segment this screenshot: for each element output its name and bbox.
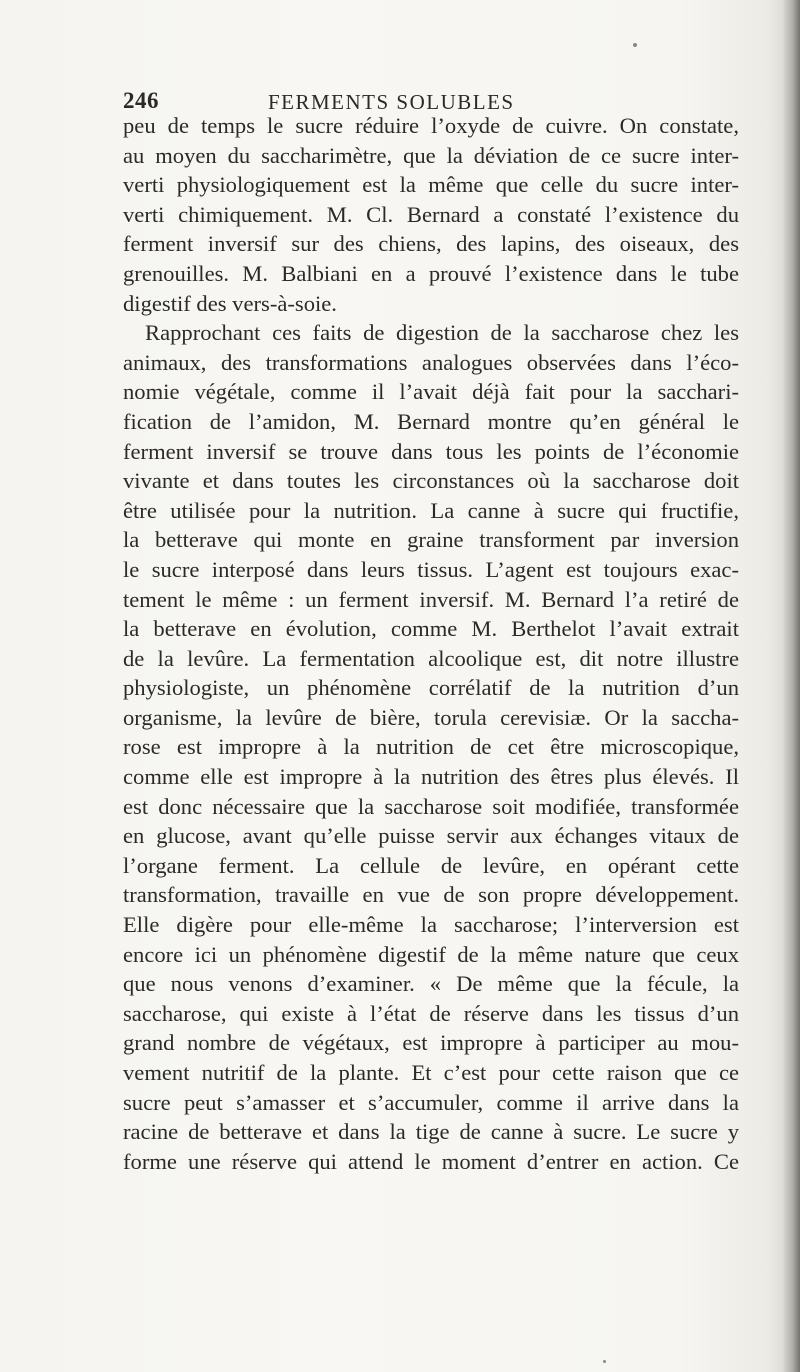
text-line: vivante et dans toutes les circonstances où la saccharose doit	[123, 468, 739, 494]
text-line: animaux, des transformations analogues observées dans l’éco-	[123, 349, 739, 375]
text-line: encore ici un phénomène digestif de la même nature que ceux	[123, 941, 739, 967]
text-line: ferment inversif sur des chiens, des lapins, des oiseaux, des	[123, 231, 739, 257]
text-line: sucre peut s’amasser et s’accumuler, comme il arrive dans la	[123, 1089, 739, 1115]
text-line: racine de betterave et dans la tige de canne à sucre. Le sucre y	[123, 1119, 739, 1145]
text-line: Rapprochant ces faits de digestion de la saccharose chez les	[145, 320, 739, 346]
text-line: grenouilles. M. Balbiani en a prouvé l’existence dans le tube	[123, 260, 739, 286]
paper-speck	[603, 1360, 606, 1363]
text-line: saccharose, qui existe à l’état de réserve dans les tissus d’un	[123, 1000, 739, 1026]
text-line: l’organe ferment. La cellule de levûre, en opérant cette	[123, 852, 739, 878]
text-line: comme elle est impropre à la nutrition des êtres plus élevés. Il	[123, 764, 739, 790]
text-line: rose est impropre à la nutrition de cet être microscopique,	[123, 734, 739, 760]
text-line: transformation, travaille en vue de son propre développement.	[123, 882, 739, 908]
text-line: digestif des vers-à-soie.	[123, 290, 337, 316]
text-line: que nous venons d’examiner. « De même que la fécule, la	[123, 971, 739, 997]
text-line: le sucre interposé dans leurs tissus. L’agent est toujours exac-	[123, 556, 739, 582]
text-line: tement le même : un ferment inversif. M. Bernard l’a retiré de	[123, 586, 739, 612]
text-line: nomie végétale, comme il l’avait déjà fait pour la sacchari-	[123, 379, 739, 405]
text-line: de la levûre. La fermentation alcoolique est, dit notre illustre	[123, 645, 739, 671]
text-line: ferment inversif se trouve dans tous les points de l’économie	[123, 438, 739, 464]
text-line: peu de temps le sucre réduire l’oxyde de cuivre. On constate,	[123, 113, 739, 138]
paper-speck	[633, 43, 637, 47]
text-line: au moyen du saccharimètre, que la déviation de ce sucre inter-	[123, 142, 739, 168]
text-line: vement nutritif de la plante. Et c’est pour cette raison que ce	[123, 1060, 739, 1085]
text-line: grand nombre de végétaux, est impropre à participer au mou-	[123, 1030, 739, 1056]
text-line: fication de l’amidon, M. Bernard montre qu’en général le	[123, 408, 739, 434]
running-title: FERMENTS SOLUBLES	[268, 90, 515, 114]
text-line: être utilisée pour la nutrition. La canne à sucre qui fructifie,	[123, 497, 739, 523]
body-text	[123, 111, 739, 1176]
text-line: la betterave en évolution, comme M. Berthelot l’avait extrait	[123, 616, 739, 642]
text-line: est donc nécessaire que la saccharose soit modifiée, transformée	[123, 793, 739, 819]
text-line: physiologiste, un phénomène corrélatif de la nutrition d’un	[123, 675, 739, 701]
page-number: 246	[123, 88, 159, 113]
text-line: verti chimiquement. M. Cl. Bernard a constaté l’existence du	[123, 201, 739, 227]
text-line: Elle digère pour elle-même la saccharose; l’interversion est	[123, 912, 739, 938]
text-line: forme une réserve qui attend le moment d’entrer en action. Ce	[123, 1148, 739, 1174]
binding-shadow	[782, 0, 800, 1372]
text-line: la betterave qui monte en graine transforment par inversion	[123, 527, 739, 553]
text-line: verti physiologiquement est la même que celle du sucre inter-	[123, 172, 739, 198]
text-line: organisme, la levûre de bière, torula cerevisiæ. Or la saccha-	[123, 704, 739, 730]
text-line: en glucose, avant qu’elle puisse servir aux échanges vitaux de	[123, 823, 739, 849]
